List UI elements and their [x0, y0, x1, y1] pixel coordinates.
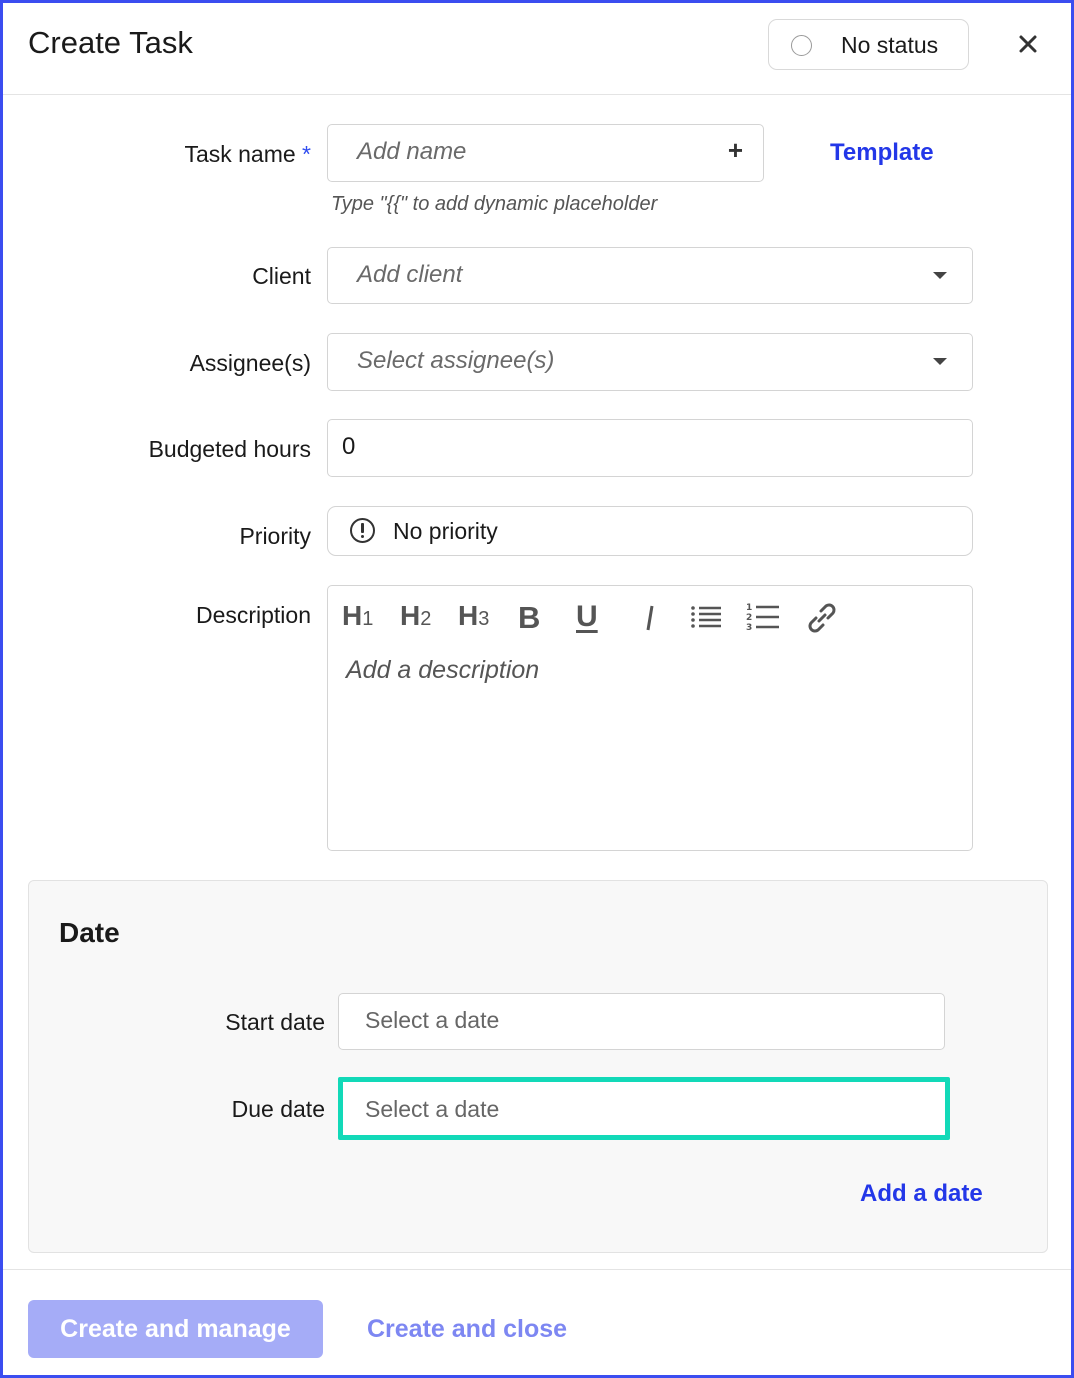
- description-label: Description: [195, 602, 311, 628]
- date-panel: [28, 880, 1048, 1253]
- client-select[interactable]: [327, 247, 973, 304]
- assignees-placeholder: Select assignee(s): [357, 347, 555, 374]
- underline-icon[interactable]: U: [576, 600, 598, 633]
- svg-text:2: 2: [746, 613, 753, 623]
- due-date-placeholder: Select a date: [365, 1096, 500, 1122]
- due-date-input[interactable]: [338, 1077, 950, 1140]
- required-mark: *: [302, 141, 311, 167]
- svg-text:3: 3: [746, 623, 753, 633]
- chevron-down-icon: [933, 272, 947, 279]
- dialog-header: [3, 3, 1071, 95]
- task-name-label: Task name *: [184, 141, 311, 167]
- heading-1-icon[interactable]: H1: [342, 600, 374, 631]
- priority-label: Priority: [239, 523, 311, 549]
- create-and-close-button[interactable]: Create and close: [367, 1315, 568, 1343]
- bold-icon[interactable]: B: [518, 600, 541, 635]
- budgeted-hours-value: 0: [342, 433, 356, 460]
- start-date-placeholder: Select a date: [365, 1007, 500, 1033]
- assignees-label: Assignee(s): [189, 350, 311, 376]
- status-label: No status: [841, 32, 939, 58]
- close-icon[interactable]: [1013, 29, 1043, 59]
- description-editor[interactable]: [327, 585, 973, 851]
- client-placeholder: Add client: [357, 261, 463, 288]
- task-name-hint: Type "{{" to add dynamic placeholder: [331, 193, 658, 215]
- svg-text:1: 1: [746, 603, 753, 613]
- task-name-placeholder: Add name: [357, 138, 467, 165]
- priority-alert-icon: [350, 518, 375, 543]
- template-link[interactable]: Template: [830, 139, 934, 166]
- link-icon[interactable]: [802, 600, 846, 640]
- start-date-label: Start date: [225, 1009, 325, 1035]
- page-title: Create Task: [28, 25, 193, 60]
- italic-icon[interactable]: [634, 600, 678, 640]
- client-label: Client: [252, 263, 311, 289]
- add-placeholder-plus-icon[interactable]: +: [727, 135, 743, 165]
- assignees-select[interactable]: [327, 333, 973, 391]
- budgeted-hours-input[interactable]: [327, 419, 973, 477]
- status-circle-icon: [791, 35, 812, 56]
- budgeted-hours-label: Budgeted hours: [148, 436, 311, 462]
- date-section-title: Date: [59, 917, 120, 948]
- priority-select[interactable]: [327, 506, 973, 556]
- start-date-input[interactable]: [338, 993, 945, 1050]
- heading-2-icon[interactable]: H2: [400, 600, 432, 631]
- status-button[interactable]: [768, 19, 969, 70]
- add-date-link[interactable]: Add a date: [860, 1180, 983, 1207]
- due-date-label: Due date: [231, 1096, 325, 1122]
- chevron-down-icon: [933, 358, 947, 365]
- bullet-list-icon[interactable]: [688, 600, 732, 640]
- heading-3-icon[interactable]: H3: [458, 600, 490, 631]
- create-and-manage-button[interactable]: Create and manage: [28, 1300, 323, 1358]
- numbered-list-icon[interactable]: [744, 600, 788, 640]
- task-name-input[interactable]: [327, 124, 764, 182]
- description-placeholder: Add a description: [346, 656, 540, 684]
- priority-value: No priority: [393, 518, 498, 544]
- dialog-footer: [3, 1269, 1071, 1375]
